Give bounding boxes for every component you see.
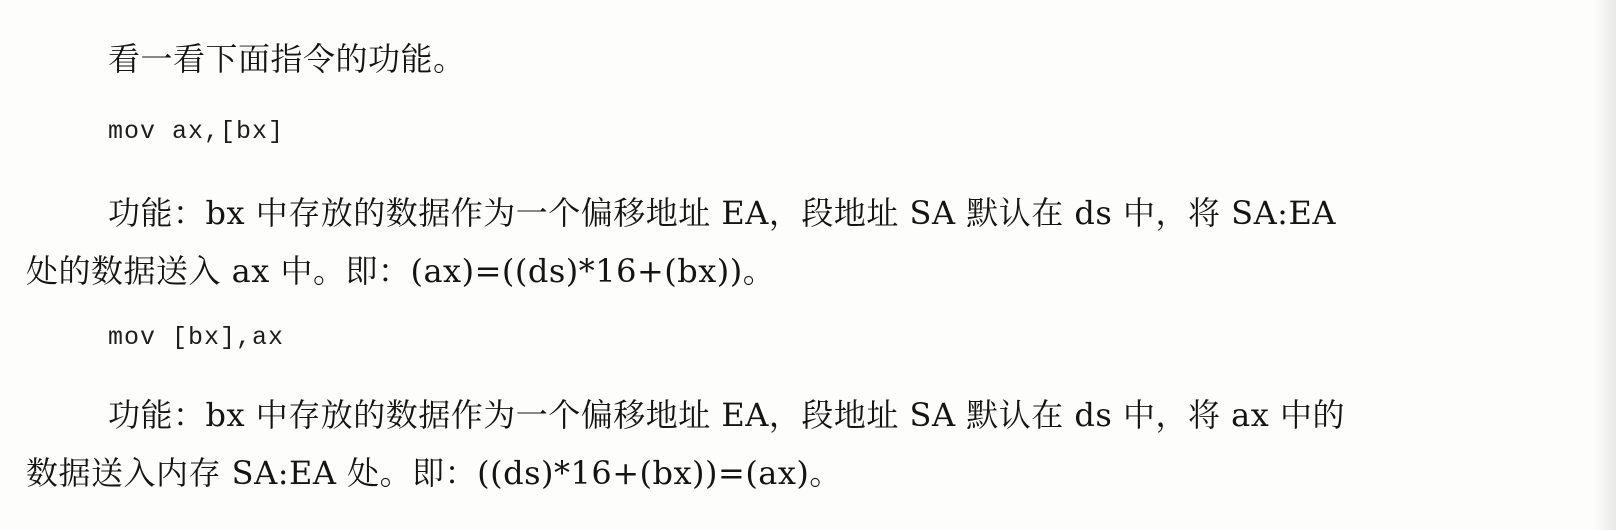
description-2-line-1: 功能：bx 中存放的数据作为一个偏移地址 EA，段地址 SA 默认在 ds 中，将 ax 中的 (108, 396, 1345, 434)
description-1-line-1: 功能：bx 中存放的数据作为一个偏移地址 EA，段地址 SA 默认在 ds 中，将 SA:EA (108, 194, 1336, 232)
page-edge-shadow (1594, 0, 1616, 530)
description-1-line-2: 处的数据送入 ax 中。即：(ax)=((ds)*16+(bx))。 (26, 252, 776, 290)
code-line-mov-bx-ax: mov [bx],ax (108, 323, 285, 352)
intro-text: 看一看下面指令的功能。 (108, 40, 466, 78)
code-line-mov-ax-bx: mov ax,[bx] (108, 117, 285, 146)
description-2-line-2: 数据送入内存 SA:EA 处。即：((ds)*16+(bx))=(ax)。 (26, 454, 842, 492)
